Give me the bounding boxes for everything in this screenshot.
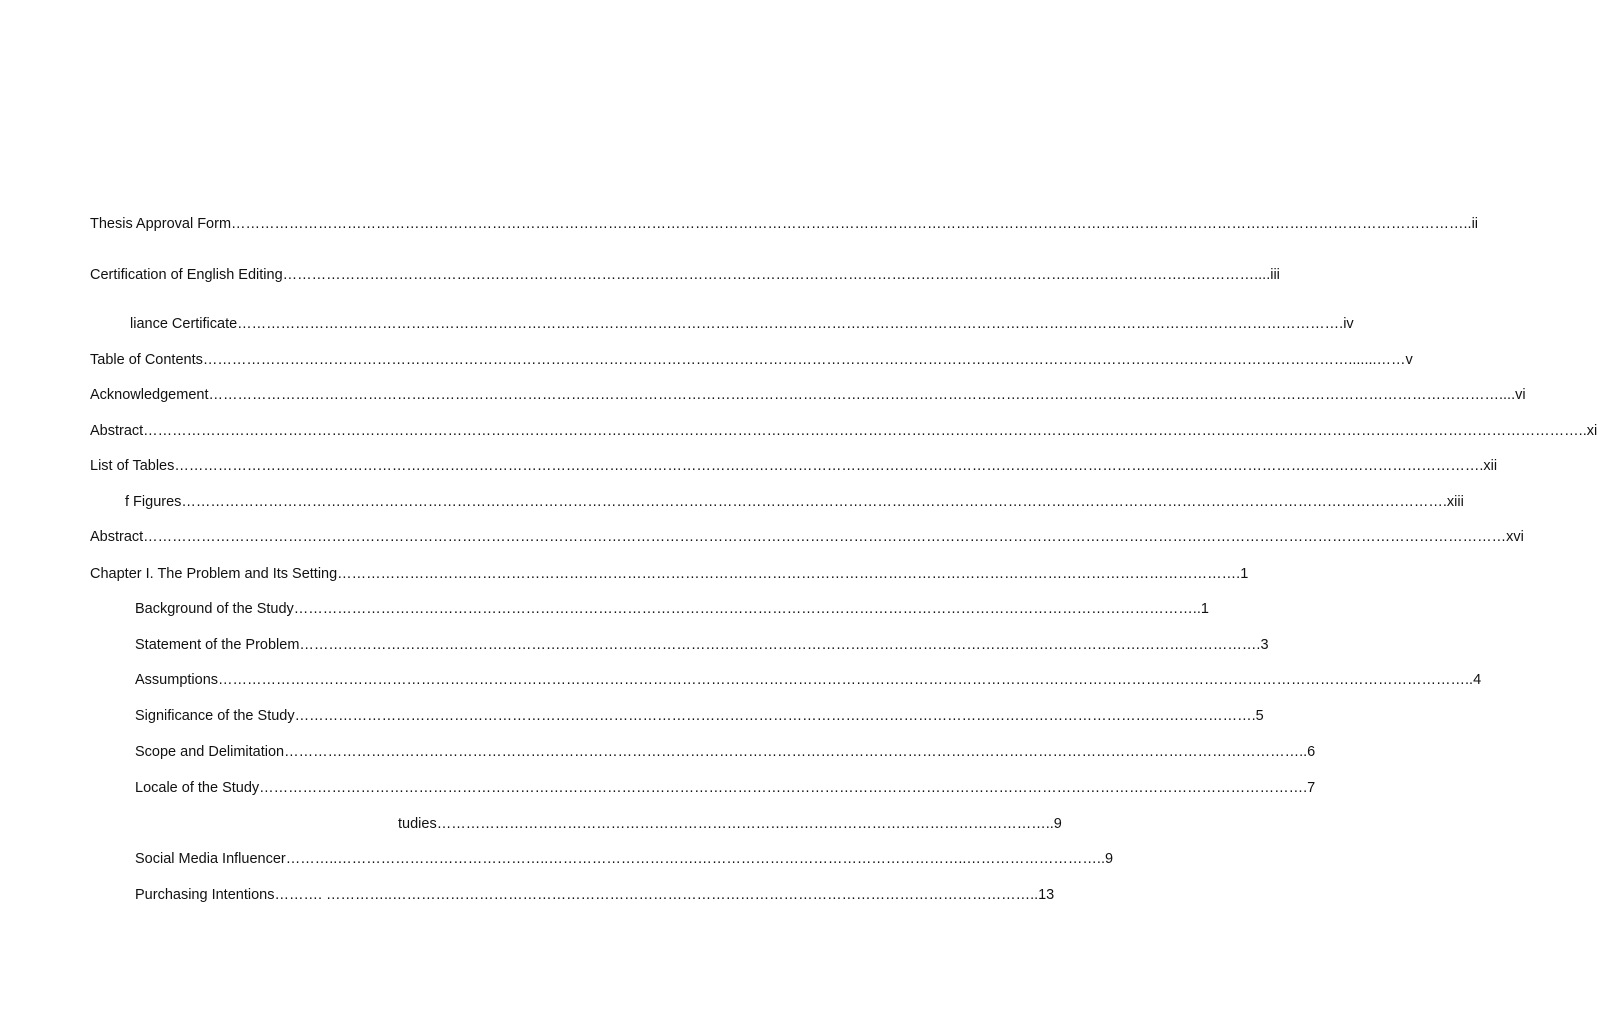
toc-entry-acknowledgement: Acknowledgement……………………………………………………………………………………………………………………………………………………………………………………………………………………………………………....vi xyxy=(90,387,1526,403)
toc-entry-social-media-influencer: Social Media Influencer………..……………………………………..………………………….………………………………………………..………………………..9 xyxy=(135,851,1114,867)
toc-entry-locale-of-the-study: Locale of the Study……………………………………………………………………………………………………………………………………………………………………………………………….7 xyxy=(135,780,1316,796)
toc-entry-scope-and-delimitation: Scope and Delimitation…………………………………………………………………………………………………………………………………………………………………………………………..6 xyxy=(135,744,1316,760)
toc-entry-significance-of-the-study: Significance of the Study……………………………………………………………………………………………………………………………………………………………………………….5 xyxy=(135,708,1264,724)
toc-entry-abstract: Abstract………………………………………………………………………………………………………………………………………………………………………………………………………………………………………………………………………..xi xyxy=(90,423,1597,439)
toc-entry-background-of-the-study: Background of the Study……………………………………………………………………………………………………………………………………………………………………..1 xyxy=(135,601,1209,617)
toc-entry-thesis-approval-form: Thesis Approval Form…………………………………………………………………………………………………………………………………………………………………………………………………………………………………..ii xyxy=(90,216,1479,232)
toc-entry-statement-of-the-problem: Statement of the Problem……………………………………………………………………………………………………………………………………………………………………………….3 xyxy=(135,637,1269,653)
toc-entry-list-of-tables: List of Tables……………………………………………………………………………………………………………………………………………………………………………………………………………………………………………….xii xyxy=(90,458,1498,474)
toc-entry-compliance-certificate: liance Certificate………………………………………………………………………………………………………………………………………………………………………………………………………….iv xyxy=(130,316,1354,332)
toc-entry-assumptions: Assumptions……………………………………………………………………………………………………………………………………………………………………………………………………………………………………..4 xyxy=(135,672,1482,688)
toc-entry-abstract-2: Abstract…………………………………………………………………………………………………………………………………………………………………………………………………………………………………………………………xvi xyxy=(90,529,1524,545)
toc-entry-list-of-figures: f Figures……………………………………………………………………………………………………………………………………………………………………………………………………………………………………….xiii xyxy=(125,494,1464,510)
toc-entry-certification-english-editing: Certification of English Editing…………………………………………………………………………………………………………………………………………………………………………………....iii xyxy=(90,267,1280,283)
toc-entry-related-studies: tudies………………………………………………………………………………………………………………..9 xyxy=(398,816,1062,832)
toc-entry-purchasing-intentions: Purchasing Intentions………. …………..……………………………………………………………………………………………………………………..13 xyxy=(135,887,1055,903)
toc-entry-table-of-contents: Table of Contents………………………………………………………………………………………………………………………………………………………………………………………………………………….......……v xyxy=(90,352,1413,368)
toc-entry-chapter-1: Chapter I. The Problem and Its Setting…………………………………………………………………………………………………………………………………………………………………….1 xyxy=(90,566,1249,582)
